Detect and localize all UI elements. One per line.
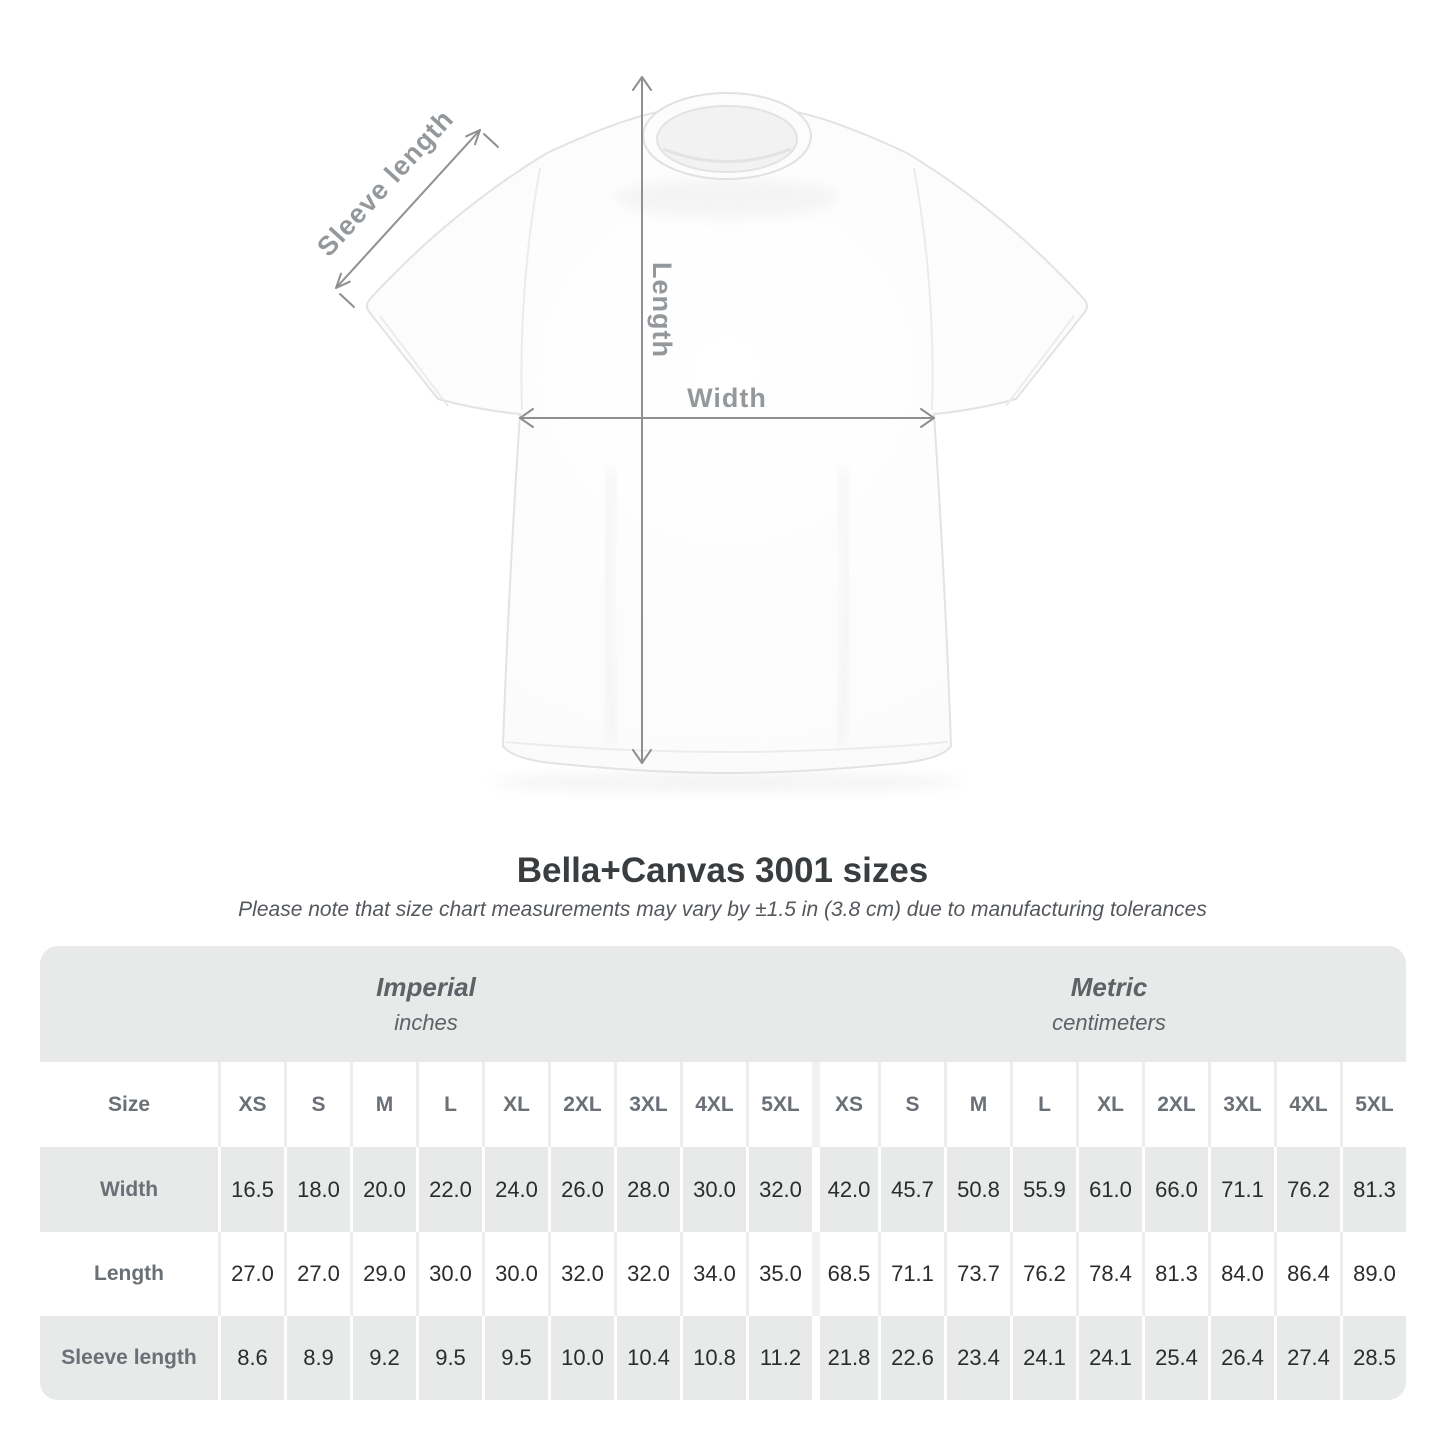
table-cell: 84.0: [1208, 1232, 1274, 1316]
size-header-imperial-m: M: [350, 1062, 416, 1147]
table-cell: 68.5: [812, 1232, 878, 1316]
table-cell: 8.6: [218, 1316, 284, 1400]
table-cell: 27.0: [284, 1232, 350, 1316]
metric-header: [812, 946, 1406, 1062]
tshirt-ground-shadow: [492, 772, 962, 792]
table-cell: 9.5: [416, 1316, 482, 1400]
size-header-metric-xl: XL: [1076, 1062, 1142, 1147]
table-cell: 26.4: [1208, 1316, 1274, 1400]
width-dimension-label: Width: [687, 383, 767, 413]
table-cell: 25.4: [1142, 1316, 1208, 1400]
page-title: Bella+Canvas 3001 sizes: [516, 851, 929, 890]
table-cell: 29.0: [350, 1232, 416, 1316]
row-header-length: Length: [94, 1262, 164, 1285]
table-cell: 24.1: [1076, 1316, 1142, 1400]
collar-under-shadow: [615, 178, 839, 218]
size-header-metric-4xl: 4XL: [1274, 1062, 1340, 1147]
imperial-header-title: Imperial: [376, 972, 476, 1002]
table-cell: 50.8: [944, 1147, 1010, 1232]
sleeve-length-dimension-label: Sleeve length: [311, 103, 460, 263]
size-header-imperial-s: S: [284, 1062, 350, 1147]
table-cell: 28.5: [1340, 1316, 1406, 1400]
table-cell: 8.9: [284, 1316, 350, 1400]
table-cell: 27.0: [218, 1232, 284, 1316]
table-cell: 22.6: [878, 1316, 944, 1400]
table-cell: 86.4: [1274, 1232, 1340, 1316]
table-cell: 9.2: [350, 1316, 416, 1400]
table-cell: 32.0: [746, 1147, 812, 1232]
size-header-metric-5xl: 5XL: [1340, 1062, 1406, 1147]
table-cell: 71.1: [1208, 1147, 1274, 1232]
table-cell: 32.0: [614, 1232, 680, 1316]
size-header-row: [40, 1062, 1406, 1147]
table-cell: 76.2: [1274, 1147, 1340, 1232]
table-cell: 34.0: [680, 1232, 746, 1316]
table-cell: 30.0: [680, 1147, 746, 1232]
imperial-header-unit: inches: [394, 1010, 458, 1035]
table-cell: 16.5: [218, 1147, 284, 1232]
sleeve-arrow-end-tick-bottom: [340, 294, 354, 307]
table-cell: 71.1: [878, 1232, 944, 1316]
table-row-width: [40, 1147, 1406, 1232]
row-header-width: Width: [99, 1177, 159, 1201]
table-row-sleeve-length: [40, 1316, 1406, 1400]
table-cell: 55.9: [1010, 1147, 1076, 1232]
size-header-metric-3xl: 3XL: [1208, 1062, 1274, 1147]
size-column-title: Size: [107, 1092, 151, 1116]
table-cell: 10.0: [548, 1316, 614, 1400]
table-cell: 66.0: [1142, 1147, 1208, 1232]
table-cell: 11.2: [746, 1316, 812, 1400]
table-cell: 35.0: [746, 1232, 812, 1316]
table-cell: 10.4: [614, 1316, 680, 1400]
table-cell: 24.1: [1010, 1316, 1076, 1400]
collar: [643, 93, 811, 179]
metric-header-title: Metric: [1070, 972, 1148, 1002]
row-header-sleeve-length: Sleeve length: [61, 1346, 197, 1369]
table-cell: 78.4: [1076, 1232, 1142, 1316]
table-cell: 30.0: [482, 1232, 548, 1316]
imperial-header: [40, 946, 812, 1062]
table-cell: 20.0: [350, 1147, 416, 1232]
table-cell: 26.0: [548, 1147, 614, 1232]
table-cell: 42.0: [812, 1147, 878, 1232]
tolerance-note: Please note that size chart measurements may vary by ±1.5 in (3.8 cm) due to manufacturing tolerances: [238, 898, 1207, 921]
size-header-metric-s: S: [878, 1062, 944, 1147]
size-header-metric-2xl: 2XL: [1142, 1062, 1208, 1147]
size-header-imperial-xs: XS: [218, 1062, 284, 1147]
table-cell: 9.5: [482, 1316, 548, 1400]
table-cell: 28.0: [614, 1147, 680, 1232]
table-cell: 81.3: [1340, 1147, 1406, 1232]
size-header-imperial-l: L: [416, 1062, 482, 1147]
table-cell: 61.0: [1076, 1147, 1142, 1232]
size-header-metric-m: M: [944, 1062, 1010, 1147]
table-cell: 22.0: [416, 1147, 482, 1232]
table-cell: 76.2: [1010, 1232, 1076, 1316]
table-cell: 21.8: [812, 1316, 878, 1400]
units-header-band: [40, 946, 1406, 1062]
table-row-length: [40, 1232, 1406, 1316]
table-cell: 18.0: [284, 1147, 350, 1232]
sleeve-arrow-end-tick-top: [484, 134, 498, 147]
table-cell: 32.0: [548, 1232, 614, 1316]
size-header-imperial-5xl: 5XL: [746, 1062, 812, 1147]
size-header-imperial-xl: XL: [482, 1062, 548, 1147]
table-cell: 10.8: [680, 1316, 746, 1400]
metric-header-unit: centimeters: [1052, 1010, 1166, 1035]
tshirt-illustration: [367, 93, 1087, 792]
table-cell: 24.0: [482, 1147, 548, 1232]
table-cell: 73.7: [944, 1232, 1010, 1316]
length-dimension-label: Length: [647, 262, 677, 358]
size-header-imperial-3xl: 3XL: [614, 1062, 680, 1147]
table-cell: 30.0: [416, 1232, 482, 1316]
size-header-metric-l: L: [1010, 1062, 1076, 1147]
size-header-imperial-2xl: 2XL: [548, 1062, 614, 1147]
size-header-metric-xs: XS: [812, 1062, 878, 1147]
table-cell: 45.7: [878, 1147, 944, 1232]
size-chart-table: [40, 946, 1406, 1400]
table-cell: 23.4: [944, 1316, 1010, 1400]
table-cell: 27.4: [1274, 1316, 1340, 1400]
table-cell: 89.0: [1340, 1232, 1406, 1316]
table-cell: 81.3: [1142, 1232, 1208, 1316]
size-header-imperial-4xl: 4XL: [680, 1062, 746, 1147]
